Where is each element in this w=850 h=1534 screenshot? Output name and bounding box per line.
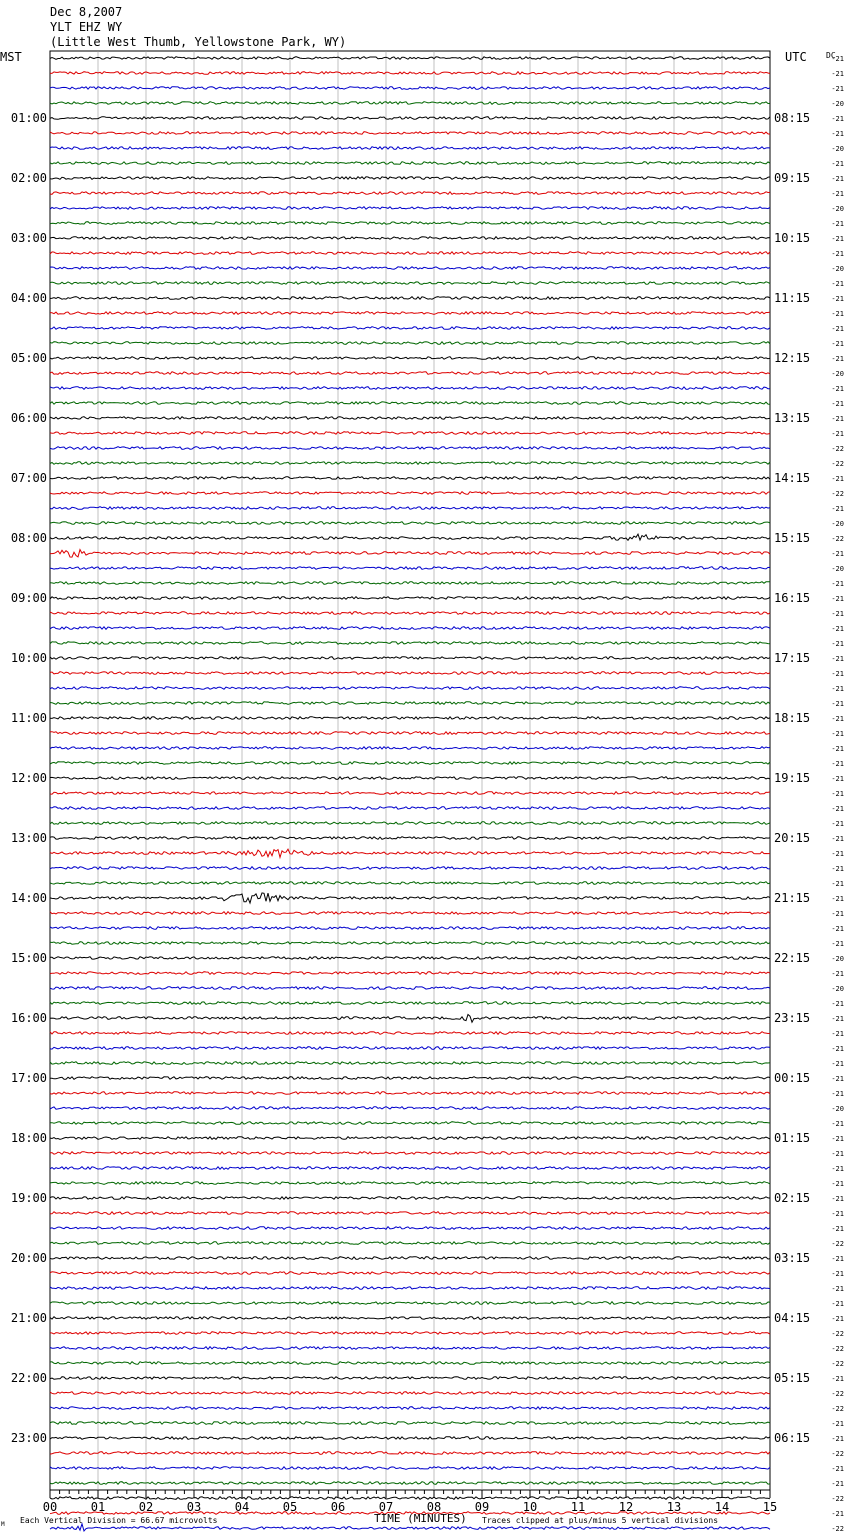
trace-line [50,1152,770,1155]
dc-offset-label: -21 [831,280,844,288]
trace-line [50,1077,770,1080]
trace-line [50,672,770,675]
x-tick-label: 15 [762,1500,778,1514]
x-tick-label: 03 [186,1500,202,1514]
dc-offset-labels [831,55,844,1534]
dc-offset-label: -21 [831,325,844,333]
x-tick-label: 12 [618,1500,634,1514]
dc-offset-label: -21 [831,1165,844,1173]
utc-hour-label: 00:15 [774,1071,811,1085]
mst-hour-label: 07:00 [10,471,47,485]
trace-line [50,282,770,285]
dc-offset-label: -21 [831,610,844,618]
dc-offset-label: -21 [831,400,844,408]
mst-hour-label: 04:00 [10,291,47,305]
dc-offset-label: -20 [831,100,844,108]
dc-offset-label: -21 [831,1255,844,1263]
dc-offset-label: -21 [831,1045,844,1053]
x-tick-label: 08 [426,1500,442,1514]
trace-line [50,882,770,885]
dc-offset-label: -21 [831,730,844,738]
trace-line [50,207,770,210]
trace-line [50,717,770,720]
dc-offset-label: -21 [831,415,844,423]
dc-offset-label: -21 [831,760,844,768]
utc-hour-label: 17:15 [774,651,811,665]
mst-hour-label: 12:00 [10,771,47,785]
utc-hour-label: 16:15 [774,591,811,605]
dc-offset-label: -21 [831,910,844,918]
utc-hour-label: 20:15 [774,831,811,845]
clip-note: Traces clipped at plus/minus 5 vertical divisions [482,1516,719,1525]
dc-offset-label: -21 [831,580,844,588]
dc-offset-label: -21 [831,505,844,513]
trace-line [50,627,770,630]
trace-line [50,1212,770,1215]
utc-hour-label: 11:15 [774,291,811,305]
trace-line [50,1407,770,1410]
trace-line [50,162,770,165]
dc-header-label: DC [826,51,836,60]
dc-offset-label: -21 [831,865,844,873]
dc-offset-label: -21 [831,1420,844,1428]
trace-line [50,1347,770,1350]
trace-line [50,657,770,660]
dc-offset-label: -20 [831,955,844,963]
trace-line [50,102,770,105]
dc-offset-label: -21 [831,310,844,318]
dc-offset-label: -21 [831,880,844,888]
dc-offset-label: -21 [831,85,844,93]
dc-offset-label: -22 [831,1495,844,1503]
trace-line [50,792,770,795]
utc-hour-label: 10:15 [774,231,811,245]
dc-offset-label: -21 [831,1285,844,1293]
mst-hour-label: 23:00 [10,1431,47,1445]
trace-line [50,432,770,435]
dc-offset-label: -21 [831,1480,844,1488]
dc-offset-label: -21 [831,1015,844,1023]
trace-line [50,1107,770,1110]
mst-hour-label: 21:00 [10,1311,47,1325]
trace-line [50,867,770,870]
dc-offset-label: -22 [831,1360,844,1368]
trace-line [50,1377,770,1380]
dc-offset-label: -21 [831,1375,844,1383]
utc-hour-label: 02:15 [774,1191,811,1205]
x-tick-label: 04 [234,1500,250,1514]
utc-hour-label: 22:15 [774,951,811,965]
dc-offset-label: -21 [831,475,844,483]
trace-line [50,957,770,960]
trace-line [50,87,770,90]
dc-offset-label: -20 [831,265,844,273]
x-tick-label: 13 [666,1500,682,1514]
dc-offset-label: -21 [831,745,844,753]
trace-line [50,1002,770,1005]
dc-offset-label: -21 [831,1120,844,1128]
trace-line [50,1092,770,1095]
mst-hour-label: 05:00 [10,351,47,365]
dc-offset-label: -22 [831,1330,844,1338]
x-tick-label: 06 [330,1500,346,1514]
trace-line [50,972,770,975]
dc-offset-label: -22 [831,1240,844,1248]
dc-offset-label: -21 [831,1465,844,1473]
dc-offset-label: -22 [831,1525,844,1533]
dc-offset-label: -22 [831,535,844,543]
dc-offset-label: -21 [831,1435,844,1443]
trace-line [50,147,770,150]
dc-offset-label: -21 [831,430,844,438]
utc-hour-label: 08:15 [774,111,811,125]
trace-line [50,1302,770,1305]
x-axis-title: TIME (MINUTES) [374,1512,467,1525]
dc-offset-label: -21 [831,1180,844,1188]
dc-offset-label: -21 [831,550,844,558]
trace-line [50,1257,770,1260]
mst-hour-label: 06:00 [10,411,47,425]
mst-hour-label: 20:00 [10,1251,47,1265]
dc-offset-label: -21 [831,850,844,858]
trace-line [50,1392,770,1395]
trace-line [50,402,770,405]
dc-offset-label: -21 [831,385,844,393]
mst-hour-labels [11,111,47,1445]
dc-offset-label: -22 [831,490,844,498]
dc-offset-label: -22 [831,1405,844,1413]
dc-offset-label: -21 [831,1060,844,1068]
trace-line [50,702,770,705]
dc-offset-label: -21 [831,655,844,663]
dc-offset-label: -20 [831,370,844,378]
utc-hour-label: 06:15 [774,1431,811,1445]
dc-offset-label: -21 [831,1135,844,1143]
mst-hour-label: 13:00 [10,831,47,845]
trace-line [50,1047,770,1050]
trace-line [50,582,770,585]
trace-line [50,534,770,540]
dc-offset-label: -20 [831,565,844,573]
dc-offset-label: -21 [831,1300,844,1308]
x-tick-label: 05 [282,1500,298,1514]
utc-hour-label: 18:15 [774,711,811,725]
trace-line [50,1272,770,1275]
dc-offset-label: -22 [831,460,844,468]
trace-line [50,312,770,315]
dc-offset-label: -21 [831,340,844,348]
mst-hour-label: 22:00 [10,1371,47,1385]
trace-line [50,1032,770,1035]
dc-offset-label: -21 [831,355,844,363]
dc-offset-label: -20 [831,520,844,528]
dc-offset-label: -21 [831,805,844,813]
corner-mark: M [1,1521,5,1528]
trace-line [50,1015,770,1023]
utc-hour-labels [774,111,810,1445]
trace-line [50,192,770,195]
dc-offset-label: -21 [831,190,844,198]
dc-offset-label: -21 [831,775,844,783]
mst-hour-label: 01:00 [10,111,47,125]
trace-line [50,252,770,255]
dc-offset-label: -22 [831,1345,844,1353]
trace-line [50,1287,770,1290]
dc-offset-label: -20 [831,205,844,213]
trace-line [50,132,770,135]
dc-offset-label: -21 [831,1270,844,1278]
dc-offset-label: -22 [831,1450,844,1458]
trace-line [50,1242,770,1245]
x-tick-label: 09 [474,1500,490,1514]
trace-line [50,1467,770,1470]
dc-offset-label: -21 [831,1030,844,1038]
utc-hour-label: 12:15 [774,351,811,365]
trace-line [50,822,770,825]
trace-line [50,1167,770,1170]
mst-hour-label: 19:00 [10,1191,47,1205]
utc-hour-label: 15:15 [774,531,811,545]
dc-offset-label: -21 [831,295,844,303]
dc-offset-label: -21 [831,160,844,168]
trace-line [50,762,770,765]
trace-line [50,1362,770,1365]
dc-offset-label: -22 [831,1390,844,1398]
trace-line [50,387,770,390]
dc-offset-label: -21 [831,1225,844,1233]
trace-line [50,447,770,450]
trace-line [50,237,770,240]
x-tick-label: 00 [42,1500,58,1514]
trace-line [50,732,770,735]
trace-line [50,807,770,810]
trace-line [50,597,770,600]
trace-line [50,1182,770,1185]
x-tick-label: 10 [522,1500,538,1514]
dc-offset-label: -21 [831,595,844,603]
dc-offset-label: -21 [831,1075,844,1083]
dc-offset-label: -21 [831,175,844,183]
trace-line [50,477,770,480]
dc-offset-label: -21 [831,1315,844,1323]
dc-offset-label: -21 [831,700,844,708]
right-timezone-label: UTC [785,50,807,64]
dc-offset-label: -21 [831,250,844,258]
trace-line [50,1197,770,1200]
trace-line [50,1332,770,1335]
left-timezone-label: MST [0,50,22,64]
mst-hour-label: 03:00 [10,231,47,245]
dc-offset-label: -21 [831,940,844,948]
trace-line [50,1137,770,1140]
trace-line [50,1482,770,1485]
utc-hour-label: 05:15 [774,1371,811,1385]
dc-offset-label: -21 [831,625,844,633]
seismic-traces [50,57,770,1534]
utc-hour-label: 09:15 [774,171,811,185]
utc-hour-label: 01:15 [774,1131,811,1145]
trace-line [50,117,770,120]
mst-hour-label: 14:00 [10,891,47,905]
trace-line [50,747,770,750]
scale-note: Each Vertical Division = 66.67 microvolts [20,1516,218,1525]
trace-line [50,507,770,510]
trace-line [50,849,770,857]
trace-line [50,642,770,645]
dc-offset-label: -21 [831,130,844,138]
trace-line [50,417,770,420]
dc-offset-label: -21 [831,895,844,903]
trace-line [50,492,770,495]
utc-hour-label: 13:15 [774,411,811,425]
dc-offset-label: -21 [831,235,844,243]
trace-line [50,297,770,300]
trace-line [50,912,770,915]
trace-line [50,372,770,375]
trace-line [50,942,770,945]
dc-offset-label: -21 [831,55,844,63]
mst-hour-label: 02:00 [10,171,47,185]
x-tick-label: 14 [714,1500,730,1514]
dc-offset-label: -21 [831,925,844,933]
trace-line [50,837,770,840]
header-date: Dec 8,2007 [50,5,123,19]
trace-line [50,687,770,690]
dc-offset-label: -21 [831,835,844,843]
utc-hour-label: 23:15 [774,1011,811,1025]
header-station: YLT EHZ WY [50,20,123,34]
dc-offset-label: -21 [831,790,844,798]
trace-line [50,987,770,990]
utc-hour-label: 14:15 [774,471,811,485]
dc-offset-label: -21 [831,970,844,978]
trace-line [50,927,770,930]
trace-line [50,357,770,360]
dc-offset-label: -21 [831,220,844,228]
mst-hour-label: 11:00 [10,711,47,725]
trace-line [50,550,770,558]
x-tick-label: 11 [570,1500,586,1514]
dc-offset-label: -20 [831,1105,844,1113]
dc-offset-label: -21 [831,670,844,678]
dc-offset-label: -21 [831,115,844,123]
dc-offset-label: -21 [831,685,844,693]
trace-line [50,777,770,780]
dc-offset-label: -21 [831,1150,844,1158]
trace-line [50,57,770,60]
utc-hour-label: 21:15 [774,891,811,905]
dc-offset-label: -21 [831,640,844,648]
mst-hour-label: 18:00 [10,1131,47,1145]
trace-line [50,72,770,75]
dc-offset-label: -21 [831,1210,844,1218]
trace-line [50,1422,770,1425]
trace-line [50,1497,770,1500]
dc-offset-label: -20 [831,145,844,153]
trace-line [50,893,770,903]
trace-line [50,462,770,465]
dc-offset-label: -21 [831,1195,844,1203]
trace-line [50,1062,770,1065]
x-tick-label: 02 [138,1500,154,1514]
dc-offset-label: -21 [831,70,844,78]
trace-line [50,222,770,225]
mst-hour-label: 10:00 [10,651,47,665]
trace-line [50,1122,770,1125]
time-axis [43,1490,777,1514]
mst-hour-label: 15:00 [10,951,47,965]
mst-hour-label: 17:00 [10,1071,47,1085]
header-location: (Little West Thumb, Yellowstone Park, WY) [50,35,347,49]
trace-line [50,267,770,270]
dc-offset-label: -21 [831,820,844,828]
dc-offset-label: -21 [831,1510,844,1518]
trace-line [50,1227,770,1230]
trace-line [50,567,770,570]
trace-line [50,327,770,330]
dc-offset-label: -22 [831,445,844,453]
mst-hour-label: 16:00 [10,1011,47,1025]
dc-offset-label: -21 [831,1000,844,1008]
utc-hour-label: 03:15 [774,1251,811,1265]
mst-hour-label: 08:00 [10,531,47,545]
x-tick-label: 01 [90,1500,106,1514]
utc-hour-label: 19:15 [774,771,811,785]
trace-line [50,522,770,525]
dc-offset-label: -20 [831,985,844,993]
mst-hour-label: 09:00 [10,591,47,605]
trace-line [50,612,770,615]
utc-hour-label: 04:15 [774,1311,811,1325]
dc-offset-label: -21 [831,1090,844,1098]
trace-line [50,1317,770,1320]
dc-offset-label: -21 [831,715,844,723]
trace-line [50,1437,770,1440]
trace-line [50,342,770,345]
trace-line [50,1452,770,1455]
trace-line [50,177,770,180]
x-tick-label: 07 [378,1500,394,1514]
